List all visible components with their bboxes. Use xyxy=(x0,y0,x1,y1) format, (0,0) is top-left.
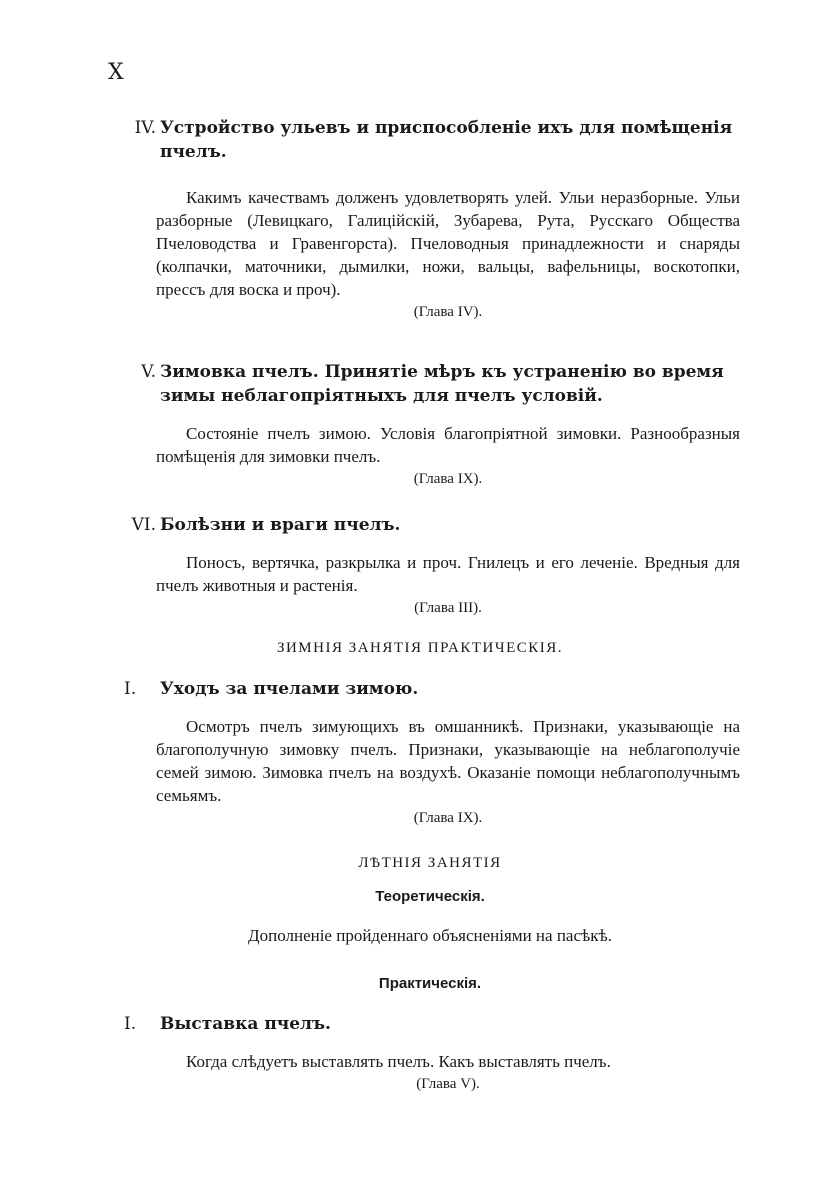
practice-subheading: Практическія. xyxy=(378,975,482,992)
summer-item xyxy=(120,1012,740,1093)
section-title: Зимовка пчелъ. Принятіе мѣръ къ устраненію во время зимы неблагопріятныхъ для пчелъ условій. xyxy=(160,362,724,406)
section-number: I. xyxy=(124,679,137,699)
chapter-reference: (Глава V). xyxy=(416,1076,480,1092)
section-title: Уходъ за пчелами зимою. xyxy=(160,679,419,699)
section-number: VI. xyxy=(131,515,156,535)
section-title: Болѣзни и враги пчелъ. xyxy=(160,515,401,535)
winter-heading: ЗИМНІЯ ЗАНЯТІЯ ПРАКТИЧЕСКІЯ. xyxy=(276,640,564,656)
page-number: X xyxy=(108,60,125,85)
section-number: V. xyxy=(141,362,156,382)
section-heading xyxy=(120,360,740,408)
section-body: Когда слѣдуетъ выставлять пчелъ. Какъ выставлять пчелъ. xyxy=(186,1052,611,1071)
section-heading xyxy=(120,677,740,701)
chapter-reference: (Глава IV). xyxy=(413,304,483,320)
chapter-reference: (Глава III). xyxy=(414,600,482,616)
section-body: Состояніе пчелъ зимою. Условія благопріятной зимовки. Разнообразныя помѣщенія для зимовки пчелъ. xyxy=(156,424,740,466)
section-body: Поносъ, вертячка, разкрылка и проч. Гнилецъ и его леченіе. Вредныя для пчелъ животныя и растенія. xyxy=(156,553,740,595)
section-heading xyxy=(120,116,740,164)
section-heading xyxy=(120,1012,740,1036)
chapter-reference: (Глава IX). xyxy=(413,810,483,826)
section-vi xyxy=(120,513,740,617)
chapter-reference: (Глава IX). xyxy=(413,471,483,487)
section-iv xyxy=(120,116,740,321)
theory-subheading: Теоретическія. xyxy=(375,888,485,905)
section-number: I. xyxy=(124,1014,137,1034)
section-number: IV. xyxy=(134,118,156,138)
section-v xyxy=(120,360,740,488)
section-body: Осмотръ пчелъ зимующихъ въ омшанникѣ. Признаки, указывающіе на благополучную зимовку пчелъ. Признаки, указывающіе на неблагополучіе семей зимою. Зимовка пчелъ на воздухѣ. Оказаніе помощи неблагополучнымъ семьямъ. xyxy=(156,717,740,805)
section-body: Какимъ качествамъ долженъ удовлетворять улей. Ульи неразборные. Ульи разборные (Левицкаго, Галиційскій, Зубарева, Рута, Русскаго Общества Пчеловодства и Гравенгорста). Пчеловодныя принадлежности и снаряды (колпачки, маточники, дымилки, ножи, вальцы, вафельницы, воскотопки, прессъ для воска и проч). xyxy=(156,188,740,299)
summer-heading: ЛѢТНІЯ ЗАНЯТІЯ xyxy=(358,855,502,871)
section-title: Устройство ульевъ и приспособленіе ихъ для помѣщенія пчелъ. xyxy=(160,118,733,162)
winter-item xyxy=(120,677,740,827)
section-title: Выставка пчелъ. xyxy=(160,1014,331,1034)
section-heading xyxy=(120,513,740,537)
theory-text: Дополненіе пройденнаго объясненіями на пасѣкѣ. xyxy=(248,926,612,945)
